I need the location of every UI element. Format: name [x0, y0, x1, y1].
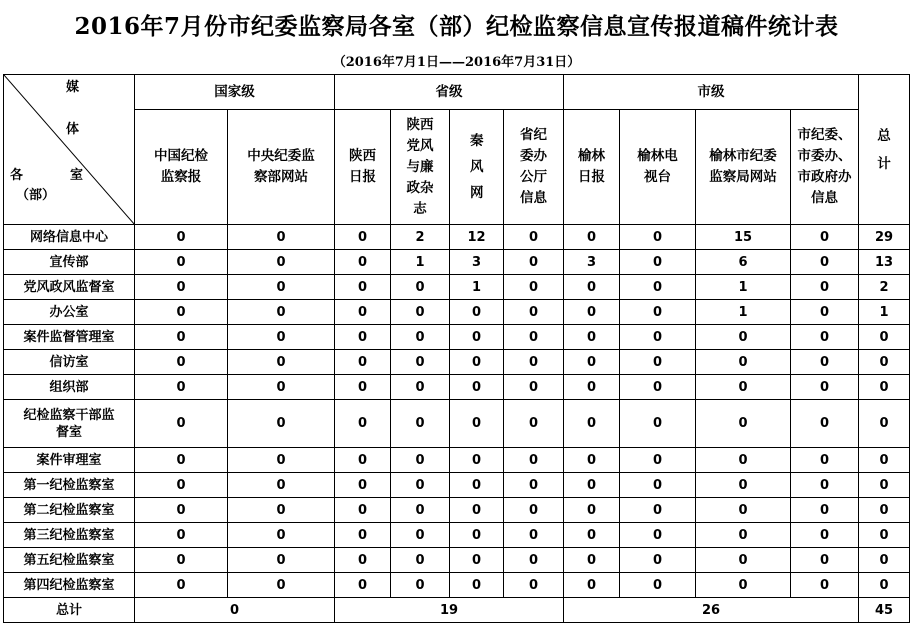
- department-name: 第二纪检监察室: [4, 498, 135, 523]
- count-cell: 0: [391, 573, 450, 598]
- count-cell: 0: [620, 400, 696, 448]
- media-header: 中央纪委监察部网站: [228, 110, 335, 225]
- count-cell: 0: [504, 350, 564, 375]
- count-cell: 0: [391, 473, 450, 498]
- department-name: 案件监督管理室: [4, 325, 135, 350]
- table-row: [4, 523, 910, 548]
- count-cell: 0: [791, 375, 859, 400]
- count-cell: 0: [791, 473, 859, 498]
- count-cell: 0: [696, 473, 791, 498]
- count-cell: 0: [620, 498, 696, 523]
- page-title: 2016年7月份市纪委监察局各室（部）纪检监察信息宣传报道稿件统计表: [74, 13, 839, 40]
- row-total-cell: 0: [859, 400, 910, 448]
- count-cell: 0: [450, 473, 504, 498]
- count-cell: 0: [228, 350, 335, 375]
- count-cell: 0: [391, 498, 450, 523]
- total-national: 0: [135, 598, 335, 623]
- count-cell: 0: [696, 325, 791, 350]
- count-cell: 0: [335, 300, 391, 325]
- count-cell: 0: [696, 448, 791, 473]
- count-cell: 0: [564, 325, 620, 350]
- department-name: 第一纪检监察室: [4, 473, 135, 498]
- row-total-cell: 0: [859, 548, 910, 573]
- count-cell: 0: [135, 325, 228, 350]
- count-cell: 0: [450, 300, 504, 325]
- count-cell: 0: [620, 275, 696, 300]
- count-cell: 0: [791, 498, 859, 523]
- count-cell: 0: [791, 275, 859, 300]
- total-header-label: 总计: [877, 127, 891, 172]
- count-cell: 0: [228, 448, 335, 473]
- count-cell: 0: [391, 275, 450, 300]
- count-cell: 0: [335, 523, 391, 548]
- count-cell: 0: [791, 300, 859, 325]
- group-national: 国家级: [135, 75, 335, 110]
- count-cell: 0: [391, 350, 450, 375]
- count-cell: 0: [791, 523, 859, 548]
- count-cell: 0: [620, 250, 696, 275]
- count-cell: 0: [791, 548, 859, 573]
- count-cell: 0: [135, 350, 228, 375]
- count-cell: 0: [564, 350, 620, 375]
- media-header: 陕西党风与廉政杂志: [391, 110, 450, 225]
- row-total-cell: 0: [859, 523, 910, 548]
- count-cell: 0: [504, 300, 564, 325]
- count-cell: 0: [450, 325, 504, 350]
- media-header: 榆林市纪委监察局网站: [696, 110, 791, 225]
- count-cell: 0: [620, 350, 696, 375]
- count-cell: 0: [620, 523, 696, 548]
- count-cell: 0: [504, 400, 564, 448]
- count-cell: 0: [450, 523, 504, 548]
- count-cell: 0: [504, 275, 564, 300]
- count-cell: 0: [391, 400, 450, 448]
- count-cell: 0: [620, 325, 696, 350]
- count-cell: 0: [335, 325, 391, 350]
- count-cell: 0: [228, 498, 335, 523]
- count-cell: 0: [504, 498, 564, 523]
- count-cell: 0: [228, 300, 335, 325]
- count-cell: 0: [791, 225, 859, 250]
- count-cell: 15: [696, 225, 791, 250]
- count-cell: 0: [450, 498, 504, 523]
- count-cell: 0: [391, 325, 450, 350]
- department-name: 网络信息中心: [4, 225, 135, 250]
- group-provincial: 省级: [335, 75, 564, 110]
- count-cell: 0: [620, 473, 696, 498]
- count-cell: 0: [504, 325, 564, 350]
- count-cell: 0: [504, 250, 564, 275]
- count-cell: 0: [135, 523, 228, 548]
- count-cell: 0: [391, 523, 450, 548]
- count-cell: 0: [504, 448, 564, 473]
- count-cell: 0: [620, 300, 696, 325]
- count-cell: 0: [791, 350, 859, 375]
- count-cell: 0: [335, 250, 391, 275]
- count-cell: 0: [564, 498, 620, 523]
- count-cell: 0: [564, 400, 620, 448]
- department-name: 党风政风监督室: [4, 275, 135, 300]
- media-header: 中国纪检监察报: [135, 110, 228, 225]
- department-name: 第四纪检监察室: [4, 573, 135, 598]
- count-cell: 0: [135, 250, 228, 275]
- count-cell: 0: [228, 523, 335, 548]
- count-cell: 0: [135, 573, 228, 598]
- row-total-cell: 13: [859, 250, 910, 275]
- count-cell: 0: [391, 448, 450, 473]
- corner-label-media-2: 体: [66, 122, 80, 137]
- count-cell: 0: [791, 400, 859, 448]
- count-cell: 0: [504, 573, 564, 598]
- count-cell: 0: [791, 448, 859, 473]
- count-cell: 0: [335, 400, 391, 448]
- count-cell: 0: [450, 350, 504, 375]
- count-cell: 0: [335, 448, 391, 473]
- row-total-cell: 1: [859, 300, 910, 325]
- department-name: 第五纪检监察室: [4, 548, 135, 573]
- row-total-cell: 0: [859, 325, 910, 350]
- corner-label-dept-1: 各: [10, 168, 24, 183]
- count-cell: 0: [135, 275, 228, 300]
- count-cell: 0: [228, 573, 335, 598]
- count-cell: 0: [135, 473, 228, 498]
- total-provincial: 19: [335, 598, 564, 623]
- count-cell: 0: [696, 548, 791, 573]
- count-cell: 0: [620, 548, 696, 573]
- media-header: 榆林日报: [564, 110, 620, 225]
- count-cell: 0: [450, 400, 504, 448]
- count-cell: 0: [696, 523, 791, 548]
- count-cell: 0: [620, 375, 696, 400]
- count-cell: 3: [450, 250, 504, 275]
- count-cell: 0: [391, 548, 450, 573]
- count-cell: 0: [135, 225, 228, 250]
- count-cell: 0: [450, 375, 504, 400]
- table-row: [4, 573, 910, 598]
- count-cell: 0: [696, 573, 791, 598]
- table-row: [4, 225, 910, 250]
- department-name: 第三纪检监察室: [4, 523, 135, 548]
- count-cell: 0: [564, 548, 620, 573]
- count-cell: 0: [335, 573, 391, 598]
- count-cell: 0: [391, 300, 450, 325]
- group-city: 市级: [564, 75, 859, 110]
- count-cell: 0: [135, 448, 228, 473]
- count-cell: 0: [620, 448, 696, 473]
- total-row: [4, 598, 910, 623]
- count-cell: 12: [450, 225, 504, 250]
- count-cell: 0: [335, 350, 391, 375]
- count-cell: 0: [228, 473, 335, 498]
- department-name: 组织部: [4, 375, 135, 400]
- count-cell: 0: [564, 375, 620, 400]
- count-cell: 0: [335, 275, 391, 300]
- table-row: [4, 400, 910, 448]
- count-cell: 0: [228, 375, 335, 400]
- count-cell: 0: [696, 498, 791, 523]
- media-header: 市纪委、市委办、市政府办信息: [791, 110, 859, 225]
- count-cell: 6: [696, 250, 791, 275]
- count-cell: 0: [335, 375, 391, 400]
- count-cell: 0: [135, 375, 228, 400]
- table-row: [4, 250, 910, 275]
- count-cell: 0: [391, 375, 450, 400]
- table-row: [4, 325, 910, 350]
- total-city: 26: [564, 598, 859, 623]
- department-name: 案件审理室: [4, 448, 135, 473]
- row-total-cell: 0: [859, 573, 910, 598]
- department-name: 办公室: [4, 300, 135, 325]
- count-cell: 0: [504, 225, 564, 250]
- table-row: [4, 375, 910, 400]
- count-cell: 0: [564, 225, 620, 250]
- count-cell: 0: [791, 250, 859, 275]
- total-row-label: 总计: [4, 598, 135, 623]
- row-total-cell: 2: [859, 275, 910, 300]
- count-cell: 0: [791, 325, 859, 350]
- count-cell: 0: [696, 400, 791, 448]
- count-cell: 0: [564, 275, 620, 300]
- row-total-cell: 0: [859, 350, 910, 375]
- count-cell: 0: [696, 375, 791, 400]
- group-total: [859, 75, 910, 225]
- count-cell: 0: [450, 448, 504, 473]
- count-cell: 0: [564, 448, 620, 473]
- count-cell: 0: [450, 548, 504, 573]
- count-cell: 0: [504, 523, 564, 548]
- media-header: 陕西日报: [335, 110, 391, 225]
- count-cell: 0: [335, 498, 391, 523]
- count-cell: 0: [504, 548, 564, 573]
- count-cell: 0: [135, 548, 228, 573]
- count-cell: 1: [696, 300, 791, 325]
- count-cell: 0: [564, 473, 620, 498]
- row-total-cell: 0: [859, 498, 910, 523]
- count-cell: 0: [228, 225, 335, 250]
- department-name: 宣传部: [4, 250, 135, 275]
- count-cell: 0: [135, 400, 228, 448]
- count-cell: 0: [228, 325, 335, 350]
- corner-label-media-1: 媒: [66, 80, 80, 95]
- table-row: [4, 448, 910, 473]
- corner-label-dept-3: （部）: [16, 188, 56, 203]
- count-cell: 1: [696, 275, 791, 300]
- count-cell: 0: [228, 250, 335, 275]
- count-cell: 0: [504, 375, 564, 400]
- count-cell: 1: [391, 250, 450, 275]
- department-name: 纪检监察干部监督室: [4, 400, 135, 448]
- table-row: [4, 473, 910, 498]
- media-header: 榆林电视台: [620, 110, 696, 225]
- count-cell: 0: [564, 573, 620, 598]
- count-cell: 0: [335, 548, 391, 573]
- table-row: [4, 350, 910, 375]
- row-total-cell: 0: [859, 375, 910, 400]
- count-cell: 1: [450, 275, 504, 300]
- count-cell: 0: [135, 300, 228, 325]
- count-cell: 3: [564, 250, 620, 275]
- count-cell: 0: [450, 573, 504, 598]
- row-total-cell: 0: [859, 473, 910, 498]
- table-row: [4, 498, 910, 523]
- media-header: 秦风网: [450, 110, 504, 225]
- count-cell: 0: [135, 498, 228, 523]
- count-cell: 0: [620, 225, 696, 250]
- count-cell: 0: [335, 225, 391, 250]
- count-cell: 0: [791, 573, 859, 598]
- row-total-cell: 0: [859, 448, 910, 473]
- count-cell: 0: [504, 473, 564, 498]
- statistics-table: [3, 74, 910, 623]
- corner-label-dept-2: 室: [70, 168, 84, 183]
- row-total-cell: 29: [859, 225, 910, 250]
- corner-header: [4, 75, 135, 225]
- count-cell: 0: [696, 350, 791, 375]
- media-header: 省纪委办公厅信息: [504, 110, 564, 225]
- department-name: 信访室: [4, 350, 135, 375]
- count-cell: 0: [228, 400, 335, 448]
- date-range: （2016年7月1日——2016年7月31日）: [332, 55, 581, 70]
- count-cell: 0: [228, 275, 335, 300]
- table-row: [4, 300, 910, 325]
- count-cell: 0: [335, 473, 391, 498]
- count-cell: 0: [564, 523, 620, 548]
- count-cell: 0: [620, 573, 696, 598]
- count-cell: 2: [391, 225, 450, 250]
- count-cell: 0: [228, 548, 335, 573]
- table-row: [4, 548, 910, 573]
- total-grand: 45: [859, 598, 910, 623]
- table-row: [4, 275, 910, 300]
- count-cell: 0: [564, 300, 620, 325]
